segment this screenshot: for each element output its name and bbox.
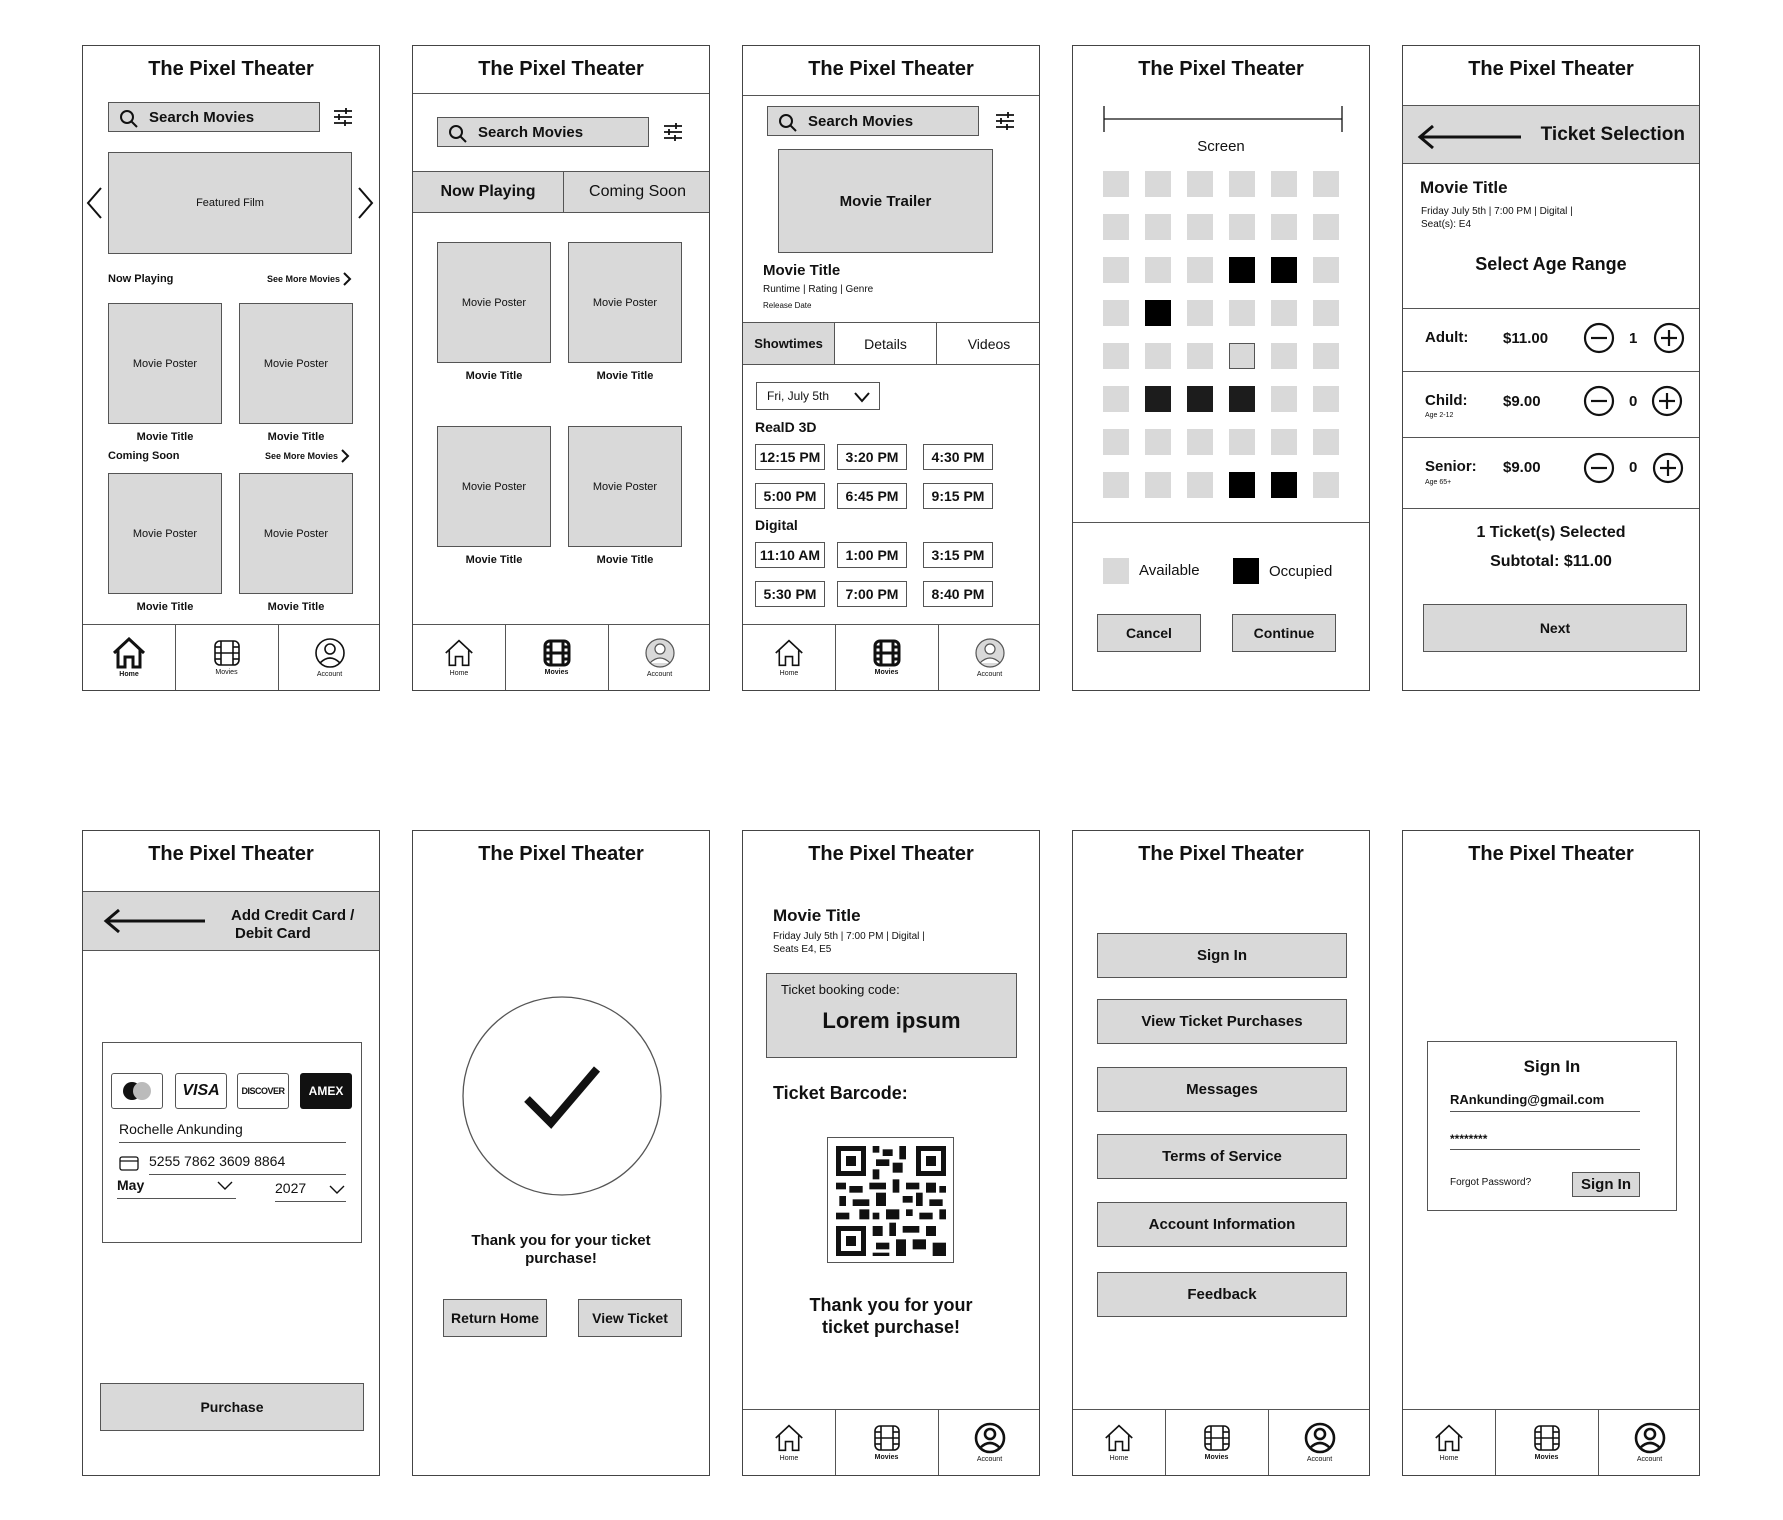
cardholder-name: Rochelle Ankunding (119, 1121, 243, 1137)
movie-title: Movie Title (773, 906, 861, 925)
app-title: The Pixel Theater (148, 843, 314, 865)
user-icon (1634, 1422, 1666, 1454)
nav-account[interactable] (1598, 1410, 1700, 1475)
adult-qty: 1 (1629, 330, 1638, 347)
adult-label: Adult: (1425, 329, 1469, 346)
mastercard-icon (120, 1081, 154, 1101)
amex-logo (300, 1073, 352, 1109)
format-digital: Digital (755, 517, 798, 533)
seat[interactable] (1145, 429, 1171, 455)
home-icon (1434, 1423, 1464, 1453)
movie-title: Movie Title (267, 431, 325, 443)
nav-account-label: Account (316, 671, 343, 678)
movie-title: Movie Title (465, 554, 523, 566)
amex-label: AMEX (308, 1084, 344, 1098)
seat[interactable] (1145, 214, 1171, 240)
seat-occupied (1187, 386, 1213, 412)
messages-button[interactable]: Messages (1097, 1067, 1347, 1112)
senior-price: $9.00 (1503, 459, 1541, 476)
user-icon (974, 1422, 1006, 1454)
seat-selection-screen (1072, 45, 1370, 691)
movie-poster[interactable] (437, 426, 551, 547)
filter-icon[interactable] (333, 108, 353, 126)
seat[interactable] (1103, 386, 1129, 412)
nav-account[interactable] (938, 625, 1040, 690)
coming-soon-heading: Coming Soon (108, 450, 180, 462)
see-more-link[interactable] (265, 449, 350, 463)
discover-logo (237, 1073, 289, 1109)
booking-code-box (766, 973, 1017, 1058)
nav-home[interactable] (83, 625, 175, 690)
return-home-button[interactable]: Return Home (443, 1299, 547, 1337)
filter-icon[interactable] (663, 123, 683, 141)
format-reald-3d: RealD 3D (755, 419, 817, 435)
screen-heading: Ticket Selection (1540, 124, 1685, 145)
discover-label: DISCOVER (241, 1086, 285, 1096)
showing-info: Friday July 5th | 7:00 PM | Digital | (1421, 206, 1573, 217)
date-select[interactable] (756, 382, 880, 410)
seat-occupied (1145, 300, 1171, 326)
nav-account-label: Account (1306, 1456, 1333, 1463)
seat[interactable] (1313, 472, 1339, 498)
app-title: The Pixel Theater (1138, 843, 1304, 865)
seat[interactable] (1145, 343, 1171, 369)
thanks-line2: ticket purchase! (821, 1317, 961, 1337)
sign-in-form (1427, 1041, 1677, 1211)
tab-showtimes[interactable] (743, 323, 835, 364)
seat[interactable] (1187, 171, 1213, 197)
legend-available-swatch (1103, 558, 1129, 584)
search-input[interactable] (108, 102, 320, 132)
user-icon (314, 637, 346, 669)
mastercard-logo (111, 1073, 163, 1109)
nav-account[interactable] (278, 625, 380, 690)
movie-poster[interactable] (568, 242, 682, 363)
nav-movies-label: Movies (215, 669, 238, 676)
ticket-screen (742, 830, 1040, 1476)
showtime-button[interactable]: 4:30 PM (923, 444, 993, 470)
movie-title: Movie Title (1420, 178, 1508, 197)
app-title: The Pixel Theater (478, 58, 644, 80)
plus-icon[interactable] (1651, 385, 1683, 417)
senior-label: Senior: (1425, 458, 1477, 475)
seat[interactable] (1103, 214, 1129, 240)
seat[interactable] (1313, 171, 1339, 197)
search-placeholder: Search Movies (808, 112, 914, 130)
card-form (102, 1042, 362, 1243)
app-title: The Pixel Theater (1138, 58, 1304, 80)
seat[interactable] (1313, 386, 1339, 412)
seat[interactable] (1187, 472, 1213, 498)
nav-account-label: Account (1636, 1456, 1663, 1463)
movie-poster[interactable] (108, 303, 222, 424)
header-bar (1403, 105, 1699, 164)
nav-home-label: Home (779, 1455, 799, 1462)
film-icon (1533, 1424, 1561, 1452)
tab-now-playing[interactable] (413, 171, 564, 213)
nav-movies[interactable] (505, 625, 608, 690)
tab-videos[interactable] (937, 323, 1040, 364)
senior-qty: 0 (1629, 459, 1638, 476)
release-date: Release Date (763, 301, 812, 310)
seat[interactable] (1187, 257, 1213, 283)
seat[interactable] (1103, 300, 1129, 326)
seat-occupied (1271, 257, 1297, 283)
nav-movies-label: Movies (544, 669, 569, 676)
nav-home-label: Home (1109, 1455, 1129, 1462)
seat[interactable] (1145, 171, 1171, 197)
chevron-left-icon[interactable] (85, 186, 103, 220)
tab-label: Showtimes (754, 336, 823, 351)
child-qty: 0 (1629, 393, 1638, 410)
seat-occupied (1229, 472, 1255, 498)
cardholder-name-field[interactable] (119, 1121, 346, 1143)
app-title: The Pixel Theater (808, 843, 974, 865)
expiry-month-select[interactable] (117, 1177, 236, 1199)
nav-account-label: Account (976, 671, 1003, 678)
cancel-button[interactable]: Cancel (1097, 614, 1201, 652)
app-title: The Pixel Theater (808, 58, 974, 80)
home-icon (444, 638, 474, 668)
nav-movies[interactable] (835, 625, 938, 690)
sign-in-screen (1402, 830, 1700, 1476)
nav-home-label: Home (1439, 1455, 1459, 1462)
nav-home[interactable] (743, 1410, 835, 1475)
seat-occupied (1145, 386, 1171, 412)
confirmation-screen (412, 830, 710, 1476)
seat[interactable] (1187, 429, 1213, 455)
senior-age: Age 65+ (1425, 479, 1452, 486)
nav-home-label: Home (119, 671, 139, 678)
screen-line (1103, 106, 1343, 132)
seat[interactable] (1145, 472, 1171, 498)
movie-title: Movie Title (596, 554, 654, 566)
next-button[interactable]: Next (1423, 604, 1687, 652)
view-ticket-purchases-button[interactable]: View Ticket Purchases (1097, 999, 1347, 1044)
nav-account[interactable] (1268, 1410, 1370, 1475)
showing-info: Friday July 5th | 7:00 PM | Digital | (773, 931, 925, 942)
ticket-selection-screen (1402, 45, 1700, 691)
movie-detail-screen (742, 45, 1040, 691)
qr-code-icon (836, 1146, 946, 1256)
movie-poster[interactable] (239, 473, 353, 594)
movie-title: Movie Title (465, 370, 523, 382)
nav-movies-label: Movies (874, 1454, 899, 1461)
seat[interactable] (1313, 429, 1339, 455)
movie-meta: Runtime | Rating | Genre (763, 284, 874, 295)
seat-occupied (1271, 472, 1297, 498)
nav-home[interactable] (1073, 1410, 1165, 1475)
movie-poster[interactable] (108, 473, 222, 594)
search-input[interactable] (437, 117, 649, 147)
chevron-down-icon (853, 391, 871, 403)
poster-label: Movie Poster (132, 527, 198, 540)
movie-title: Movie Title (136, 431, 194, 443)
showtime-button[interactable]: 11:10 AM (755, 542, 825, 568)
thanks-line1: Thank you for your ticket (471, 1232, 651, 1249)
nav-movies[interactable] (1495, 1410, 1598, 1475)
showtime-button[interactable]: 3:15 PM (923, 542, 993, 568)
visa-logo (175, 1073, 227, 1109)
visa-label: VISA (182, 1082, 220, 1099)
minus-icon[interactable] (1583, 452, 1615, 484)
search-input[interactable] (767, 106, 979, 136)
continue-button[interactable]: Continue (1232, 614, 1336, 652)
sign-in-heading: Sign In (1523, 1057, 1581, 1076)
seat[interactable] (1229, 300, 1255, 326)
seat[interactable] (1313, 257, 1339, 283)
bottom-nav (1403, 1409, 1699, 1475)
credit-card-icon (119, 1156, 139, 1171)
search-icon (448, 124, 468, 144)
see-more-label: See More Movies (265, 451, 339, 461)
bottom-nav (743, 624, 1039, 690)
poster-label: Movie Poster (461, 296, 527, 309)
nav-movies[interactable] (835, 1410, 938, 1475)
back-arrow-icon[interactable] (1417, 124, 1523, 150)
film-icon (543, 639, 571, 667)
account-screen (1072, 830, 1370, 1476)
showtime-button[interactable]: 12:15 PM (755, 444, 825, 470)
seat[interactable] (1229, 214, 1255, 240)
nav-home[interactable] (1403, 1410, 1495, 1475)
seat-occupied (1229, 257, 1255, 283)
home-icon (774, 638, 804, 668)
qr-code (827, 1137, 954, 1263)
showtime-button[interactable]: 5:00 PM (755, 483, 825, 509)
seat[interactable] (1313, 300, 1339, 326)
plus-icon[interactable] (1652, 452, 1684, 484)
search-placeholder: Search Movies (478, 123, 584, 141)
header-bar (83, 891, 379, 951)
expiry-year: 2027 (275, 1180, 307, 1196)
seat[interactable] (1229, 429, 1255, 455)
seat[interactable] (1271, 300, 1297, 326)
search-icon (778, 113, 798, 133)
bottom-nav (83, 624, 379, 690)
poster-label: Movie Poster (461, 480, 527, 493)
poster-label: Movie Poster (263, 527, 329, 540)
nav-account[interactable] (938, 1410, 1040, 1475)
email-value: RAnkunding@gmail.com (1450, 1092, 1605, 1107)
date-value: Fri, July 5th (767, 389, 830, 403)
email-field[interactable] (1450, 1092, 1640, 1112)
minus-icon[interactable] (1583, 385, 1615, 417)
app-title: The Pixel Theater (1468, 58, 1634, 80)
poster-label: Movie Poster (263, 357, 329, 370)
legend-occupied-label: Occupied (1269, 563, 1333, 580)
nav-movies[interactable] (175, 625, 278, 690)
movie-poster[interactable] (239, 303, 353, 424)
search-icon (119, 109, 139, 129)
movie-title: Movie Title (136, 601, 194, 613)
thanks-line2: purchase! (525, 1250, 597, 1267)
bottom-nav (413, 624, 709, 690)
thanks-line1: Thank you for your (809, 1295, 973, 1315)
password-field[interactable] (1450, 1132, 1640, 1150)
film-icon (213, 639, 241, 667)
home-icon (774, 1423, 804, 1453)
expiry-year-select[interactable] (275, 1180, 346, 1202)
seat[interactable] (1103, 472, 1129, 498)
showtime-button[interactable]: 6:45 PM (837, 483, 907, 509)
tab-details[interactable] (835, 323, 937, 364)
child-age: Age 2-12 (1425, 412, 1454, 419)
tab-label: Videos (967, 335, 1011, 352)
subtotal: Subtotal: $11.00 (1490, 553, 1612, 570)
showtime-button[interactable]: 9:15 PM (923, 483, 993, 509)
app-title: The Pixel Theater (148, 58, 314, 80)
child-label: Child: (1425, 392, 1468, 409)
bottom-nav (743, 1409, 1039, 1475)
nav-account[interactable] (608, 625, 710, 690)
poster-label: Movie Poster (132, 357, 198, 370)
movies-screen (412, 45, 710, 691)
legend-available-label: Available (1139, 562, 1200, 579)
poster-label: Movie Poster (592, 480, 658, 493)
add-card-screen (82, 830, 380, 1476)
seat[interactable] (1103, 257, 1129, 283)
trailer-label: Movie Trailer (839, 192, 932, 210)
barcode-label: Ticket Barcode: (773, 1083, 908, 1103)
nav-account-label: Account (976, 1456, 1003, 1463)
booking-code: Lorem ipsum (822, 1008, 961, 1033)
sign-in-submit-button[interactable]: Sign In (1572, 1172, 1640, 1197)
showtime-button[interactable]: 1:00 PM (837, 542, 907, 568)
movie-title: Movie Title (596, 370, 654, 382)
home-icon (112, 637, 146, 669)
select-age-heading: Select Age Range (1475, 254, 1627, 274)
child-price: $9.00 (1503, 393, 1541, 410)
password-value: ******** (1450, 1132, 1488, 1146)
card-number-field[interactable] (149, 1153, 346, 1175)
app-title: The Pixel Theater (478, 843, 644, 865)
nav-account-label: Account (646, 671, 673, 678)
chevron-right-icon (342, 272, 352, 286)
seat-occupied (1229, 386, 1255, 412)
legend-occupied-swatch (1233, 558, 1259, 584)
purchase-button[interactable]: Purchase (100, 1383, 364, 1431)
seat[interactable] (1103, 171, 1129, 197)
movie-poster[interactable] (568, 426, 682, 547)
account-information-button[interactable]: Account Information (1097, 1202, 1347, 1247)
featured-film[interactable] (108, 152, 352, 254)
seat[interactable] (1145, 257, 1171, 283)
seat[interactable] (1229, 171, 1255, 197)
filter-icon[interactable] (995, 112, 1015, 130)
seat[interactable] (1103, 429, 1129, 455)
see-more-link[interactable] (267, 272, 352, 286)
seat[interactable] (1271, 343, 1297, 369)
nav-movies[interactable] (1165, 1410, 1268, 1475)
film-icon (873, 1424, 901, 1452)
seat[interactable] (1187, 343, 1213, 369)
user-icon (644, 637, 676, 669)
nav-movies-label: Movies (1204, 1454, 1229, 1461)
movie-poster[interactable] (437, 242, 551, 363)
forgot-password-link[interactable]: Forgot Password? (1450, 1177, 1532, 1188)
app-title: The Pixel Theater (1468, 843, 1634, 865)
showtime-button[interactable]: 7:00 PM (837, 581, 907, 607)
screen-heading-line1: Add Credit Card / (231, 907, 355, 924)
chevron-right-icon (340, 449, 350, 463)
seat[interactable] (1271, 214, 1297, 240)
seat-info: Seats E4, E5 (773, 944, 832, 955)
expiry-month: May (117, 1177, 145, 1193)
seat[interactable] (1103, 343, 1129, 369)
now-playing-heading: Now Playing (108, 273, 174, 285)
terms-of-service-button[interactable]: Terms of Service (1097, 1134, 1347, 1179)
home-screen (82, 45, 380, 691)
seat[interactable] (1271, 386, 1297, 412)
sign-in-button[interactable]: Sign In (1097, 933, 1347, 978)
search-placeholder: Search Movies (149, 108, 255, 126)
chevron-down-icon (329, 1185, 345, 1195)
tab-label: Coming Soon (589, 183, 686, 200)
home-icon (1104, 1423, 1134, 1453)
nav-home[interactable] (743, 625, 835, 690)
seat[interactable] (1313, 214, 1339, 240)
user-icon (1304, 1422, 1336, 1454)
minus-icon[interactable] (1583, 322, 1615, 354)
seat-info: Seat(s): E4 (1421, 219, 1472, 230)
tab-label: Now Playing (440, 183, 536, 200)
film-icon (873, 639, 901, 667)
movie-trailer[interactable] (778, 149, 993, 253)
feedback-button[interactable]: Feedback (1097, 1272, 1347, 1317)
showtime-button[interactable]: 5:30 PM (755, 581, 825, 607)
seat[interactable] (1313, 343, 1339, 369)
card-number: 5255 7862 3609 8864 (149, 1153, 286, 1169)
back-arrow-icon[interactable] (103, 908, 207, 934)
tab-coming-soon[interactable] (563, 171, 710, 213)
featured-label: Featured Film (196, 197, 264, 209)
checkmark-icon (461, 995, 663, 1197)
adult-price: $11.00 (1503, 330, 1549, 347)
nav-home[interactable] (413, 625, 505, 690)
seat[interactable] (1271, 171, 1297, 197)
tab-label: Details (864, 335, 907, 352)
chevron-down-icon (217, 1181, 233, 1191)
booking-code-label: Ticket booking code: (781, 982, 900, 997)
nav-movies-label: Movies (874, 669, 899, 676)
seat[interactable] (1187, 300, 1213, 326)
plus-icon[interactable] (1653, 322, 1685, 354)
movie-title: Movie Title (267, 601, 325, 613)
nav-home-label: Home (449, 670, 469, 677)
screen-label: Screen (1197, 138, 1245, 155)
nav-home-label: Home (779, 670, 799, 677)
poster-label: Movie Poster (592, 296, 658, 309)
film-icon (1203, 1424, 1231, 1452)
nav-movies-label: Movies (1534, 1454, 1559, 1461)
tickets-selected: 1 Ticket(s) Selected (1476, 524, 1626, 541)
view-ticket-button[interactable]: View Ticket (578, 1299, 682, 1337)
screen-heading-line2: Debit Card (235, 925, 311, 942)
user-icon (974, 637, 1006, 669)
showtime-button[interactable]: 3:20 PM (837, 444, 907, 470)
seat-selected[interactable] (1229, 343, 1255, 369)
chevron-right-icon[interactable] (357, 186, 375, 220)
bottom-nav (1073, 1409, 1369, 1475)
movie-title: Movie Title (763, 262, 841, 279)
see-more-label: See More Movies (267, 274, 341, 284)
seat[interactable] (1271, 429, 1297, 455)
seat[interactable] (1187, 214, 1213, 240)
showtime-button[interactable]: 8:40 PM (923, 581, 993, 607)
